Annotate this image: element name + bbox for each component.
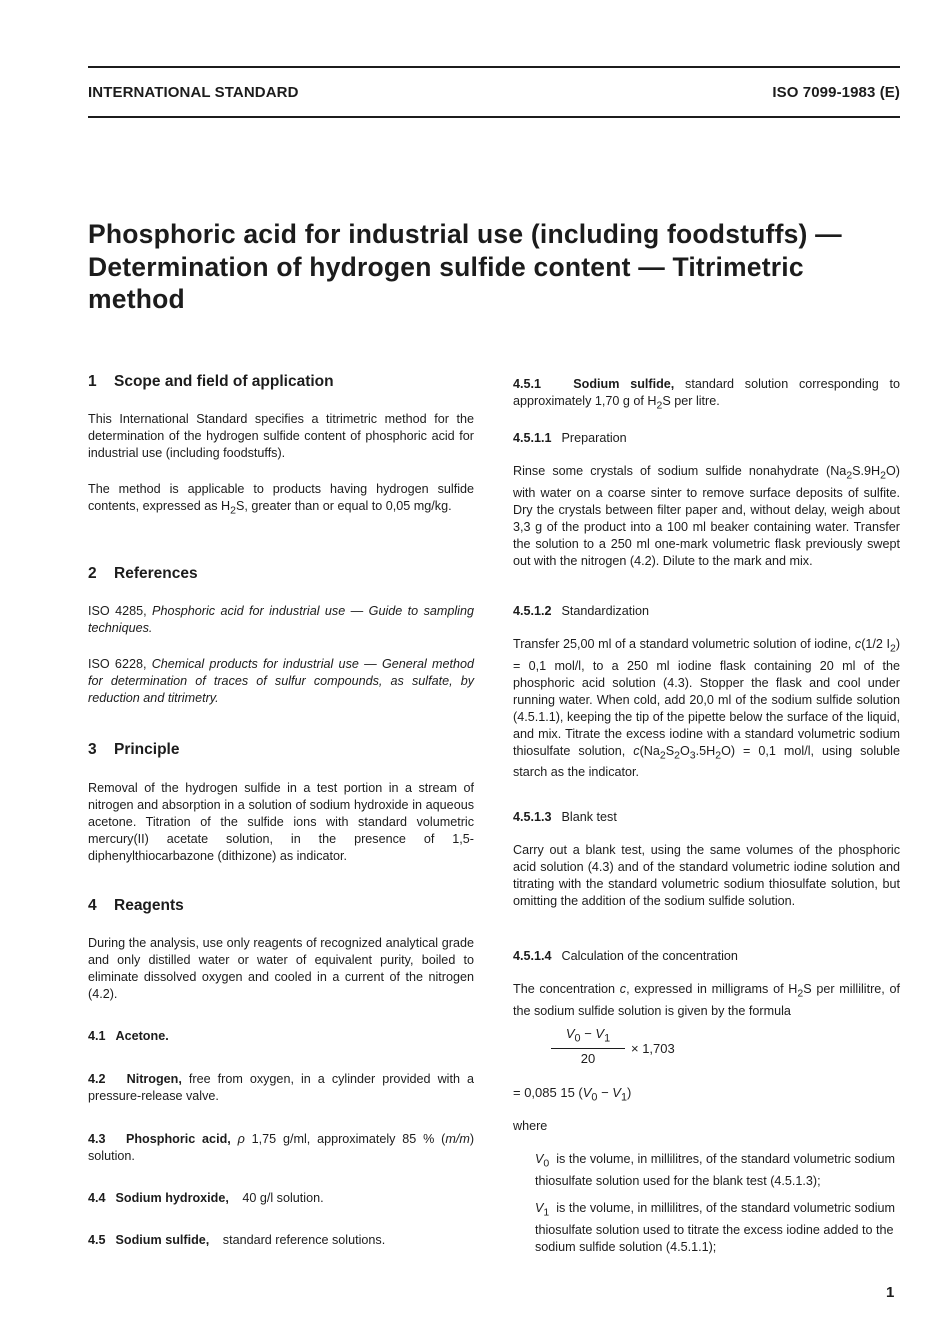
reference-iso-4285: ISO 4285, Phosphoric acid for industrial use — Guide to sampling techniques. [88, 604, 474, 635]
where-label: where [513, 1119, 548, 1133]
section-1-paragraph-1: This International Standard specifies a titrimetric method for the determination of the hydrogen sulfide content of phosphoric acid for industrial use (including foodstuffs). [88, 412, 474, 460]
reference-iso-6228: ISO 6228, Chemical products for industrial use — General method for determination of traces of sulfur compounds, as sulfate, by reduction and titrimetry. [88, 657, 474, 705]
calculation-paragraph: The concentration c, expressed in milligrams of $H_2S$ per millilitre, of the sodium sulfide solution is given by the formula [513, 982, 901, 1018]
title-line-2: Determination of hydrogen sulfide content — Titrimetric [88, 251, 804, 282]
section-2-heading: 2 References [88, 565, 198, 582]
formula-numerator: $V_0 - V_1$ [565, 1026, 611, 1045]
reagent-4-4: 4.4 Sodium hydroxide, 40 g/l solution. [88, 1191, 324, 1205]
concentration-formula [551, 1026, 751, 1072]
subclause-4-5-1-3-heading: 4.5.1.3 Blank test [513, 810, 617, 824]
subclause-4-5-1-2-heading: 4.5.1.2 Standardization [513, 604, 650, 618]
reagent-4-2: 4.2 Nitrogen, free from oxygen, in a cylinder provided with a pressure-release valve. [88, 1072, 474, 1103]
document-title [88, 218, 908, 316]
subclause-4-5-1-1-heading: 4.5.1.1 Preparation [513, 431, 627, 445]
variable-v1-definition: $V_1$ is the volume, in millilitres, of the standard volumetric sodium thiosulfate solution used to titrate the excess iodine added to the sodium sulfide solution (4.5.1.1); [535, 1201, 896, 1254]
header-bottom-rule [88, 116, 900, 118]
section-3-heading: 3 Principle [88, 741, 180, 758]
section-1-paragraph-2: The method is applicable to products having hydrogen sulfide contents, expressed as $H_2S$, greater than or equal to 0,05 mg/kg. [88, 482, 474, 517]
section-3-paragraph: Removal of the hydrogen sulfide in a test portion in a stream of nitrogen and absorption in a solution of sodium hydroxide in aqueous acetone. Titration of the sulfide ions with standard volumetric mercury(II) acetate solution, in the presence of 1,5-diphenylthiocarbazone (dithizone) as indicator. [88, 781, 474, 863]
formula-denominator: 20 [580, 1051, 596, 1066]
reagent-4-1: 4.1 Acetone. [88, 1029, 169, 1043]
preparation-paragraph: Rinse some crystals of sodium sulfide nonahydrate $(Na_2S.9H_2O)$ with water on a coarse sinter to remove surface deposits of sulfite. Dry the crystals between filter paper and, without delay, weigh about 3,3 g of the product into a 100 ml beaker containing water. Transfer the solution to a 250 ml one-mark volumetric flask previously swept out with the nitrogen (4.2). Dilute to the mark and mix. [513, 464, 900, 568]
header-document-number: ISO 7099-1983 (E) [772, 84, 900, 101]
formula-multiplier: × 1,703 [631, 1041, 675, 1056]
blank-test-paragraph: Carry out a blank test, using the same volumes of the phosphoric acid solution (4.3) and of the standard volumetric iodine solution and titrating with the standard volumetric sodium thiosulfate solution, but omitting the addition of the sodium sulfide solution. [513, 843, 900, 908]
section-1-heading: 1 Scope and field of application [88, 373, 334, 390]
title-line-3: method [88, 284, 185, 314]
section-4-heading: 4 Reagents [88, 897, 184, 914]
variable-v0-definition: $V_0$ is the volume, in millilitres, of the standard volumetric sodium thiosulfate solution used for the blank test (4.5.1.3); [535, 1152, 896, 1188]
simplified-formula: = 0,085 15 $(V_0 - V_1)$ [513, 1085, 632, 1104]
formula-fraction-bar [551, 1048, 625, 1049]
reagent-4-3: 4.3 Phosphoric acid, ρ 1,75 g/ml, approximately 85 % (m/m) solution. [88, 1132, 475, 1163]
reagent-4-5: 4.5 Sodium sulfide, standard reference solutions. [88, 1233, 386, 1247]
header-standard-label: INTERNATIONAL STANDARD [88, 84, 299, 101]
section-4-paragraph: During the analysis, use only reagents of recognized analytical grade and only distilled water or water of equivalent purity, boiled to eliminate dissolved oxygen and cooled in a current of the nitrogen (4.2). [88, 936, 474, 1001]
page-number: 1 [886, 1284, 895, 1301]
standardization-paragraph: Transfer 25,00 ml of a standard volumetric solution of iodine, c(1/2 $I_2) = 0,1$ mol/l, to a 250 ml iodine flask containing 20 ml of the phosphoric acid solution (4.3). Stopper the flask and cool under running water. When cold, add 20,0 ml of the sodium sulfide solution (4.5.1.1), keeping the tip of the pipette below the surface of the liquid, and mix. Titrate the excess iodine with a standard volumetric sodium thiosulfate solution, $c(Na_2S_2O_3.5H_2O) = 0,1$ mol/l, using soluble starch as the indicator. [513, 637, 901, 780]
subclause-4-5-1-4-heading: 4.5.1.4 Calculation of the concentration [513, 949, 738, 963]
reagent-4-5-1: 4.5.1 Sodium sulfide, standard solution corresponding to approximately 1,70 g of $H_2S$ per litre. [513, 377, 901, 412]
header-top-rule [88, 66, 900, 68]
title-line-1: Phosphoric acid for industrial use (including foodstuffs) — [88, 219, 842, 249]
